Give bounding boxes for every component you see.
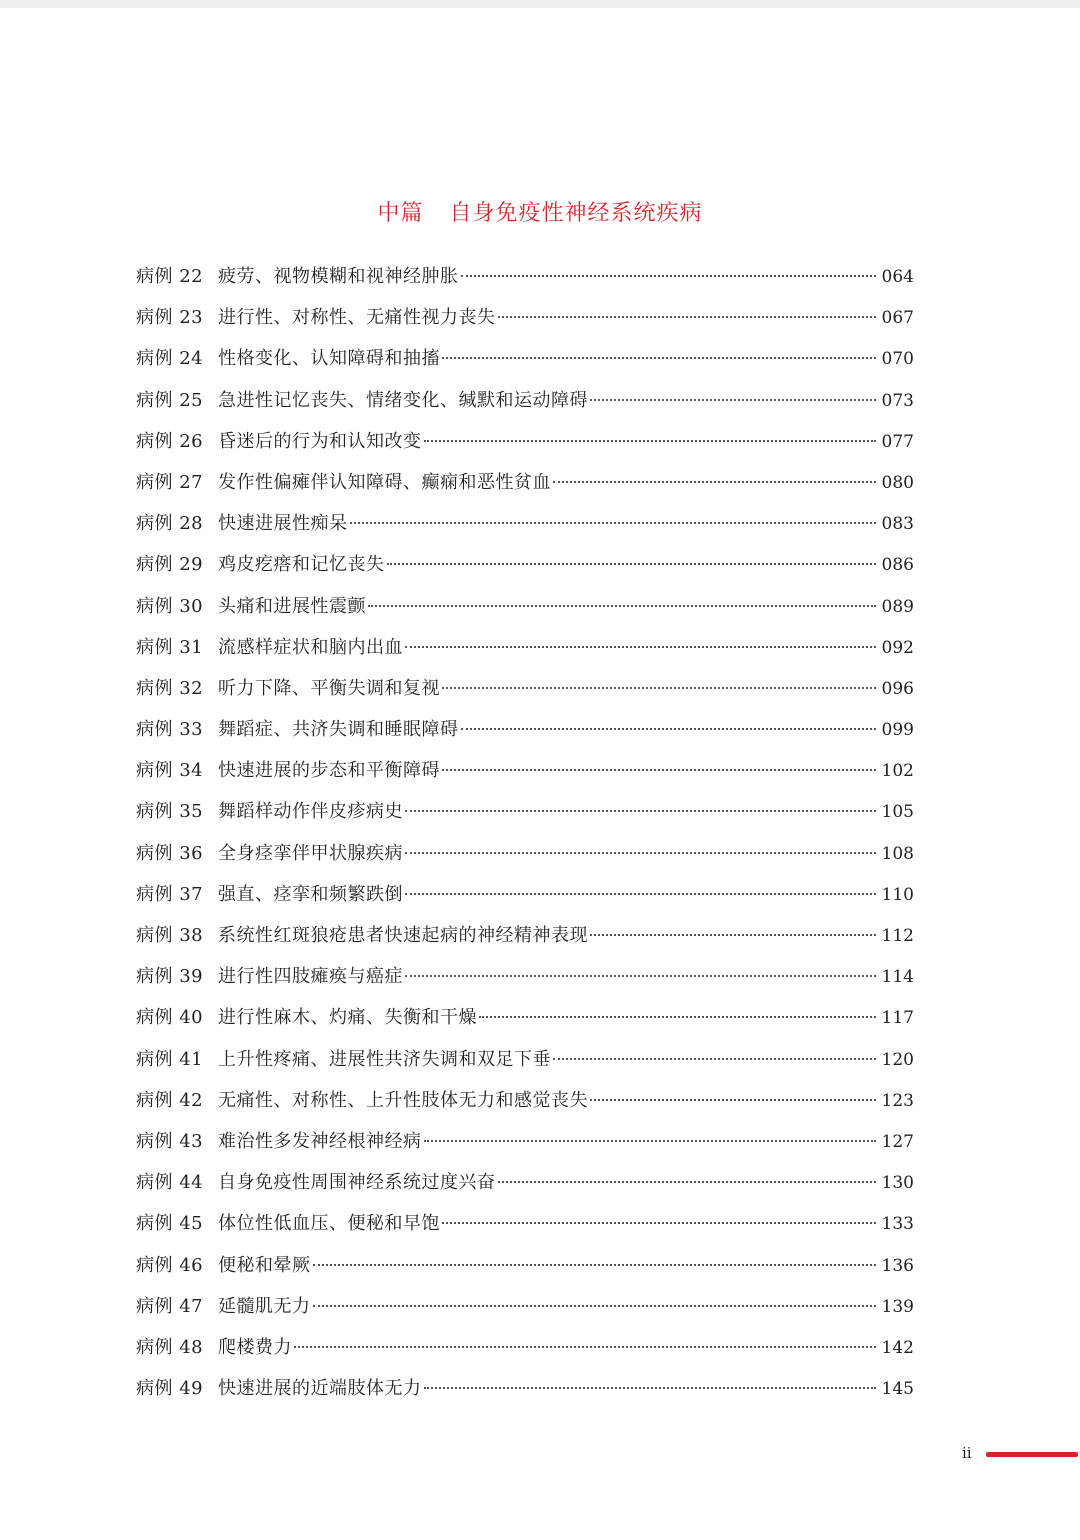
section-title: 自身免疫性神经系统疾病 [449,201,703,226]
toc-case-label: 病例 30 [136,595,204,617]
toc-entry[interactable] [136,1209,914,1250]
toc-page-number: 083 [881,514,914,535]
toc-case-label: 病例 34 [136,760,204,782]
toc-dot-leader [461,275,876,277]
toc-dot-leader [461,728,876,730]
table-of-contents [136,262,914,1415]
toc-case-label: 病例 47 [136,1295,204,1317]
toc-dot-leader [294,1346,876,1348]
toc-entry[interactable] [136,1333,914,1374]
toc-entry[interactable] [136,633,914,674]
toc-entry[interactable] [136,1168,914,1209]
toc-case-title: 快速进展的近端肢体无力 [218,1378,422,1400]
toc-dot-leader [368,605,876,607]
toc-case-label: 病例 37 [136,883,204,905]
toc-entry[interactable] [136,715,914,756]
toc-dot-leader [387,563,876,565]
toc-case-title: 听力下降、平衡失调和复视 [218,677,440,699]
toc-page-number: 064 [881,267,914,287]
toc-dot-leader [590,934,876,936]
toc-entry[interactable] [136,386,914,427]
toc-entry[interactable] [136,1251,914,1292]
toc-page-number: 086 [881,555,914,576]
toc-case-title: 体位性低血压、便秘和早饱 [218,1213,440,1235]
toc-page-number: 092 [881,637,914,658]
toc-case-label: 病例 41 [136,1048,204,1070]
toc-page-number: 123 [881,1090,914,1111]
toc-page-number: 108 [881,843,914,864]
toc-entry[interactable] [136,797,914,838]
toc-case-title: 流感样症状和脑内出血 [218,636,403,658]
toc-dot-leader [313,1264,876,1266]
toc-entry[interactable] [136,1045,914,1086]
toc-dot-leader [553,1058,876,1060]
toc-entry[interactable] [136,756,914,797]
toc-dot-leader [442,1222,876,1224]
toc-dot-leader [479,1016,876,1018]
toc-page-number: 102 [881,761,914,782]
toc-dot-leader [498,1181,876,1183]
toc-dot-leader [313,1305,876,1307]
toc-case-label: 病例 27 [136,471,204,493]
toc-case-label: 病例 29 [136,554,204,576]
top-strip [0,0,1080,8]
toc-page-number: 136 [881,1255,914,1276]
toc-dot-leader [424,1140,876,1142]
toc-case-label: 病例 48 [136,1336,204,1358]
toc-case-title: 疲劳、视物模糊和视神经肿胀 [218,266,459,287]
toc-entry[interactable] [136,592,914,633]
toc-case-title: 舞蹈症、共济失调和睡眠障碍 [218,719,459,741]
toc-case-label: 病例 25 [136,389,204,411]
toc-case-title: 快速进展性痴呆 [218,513,348,535]
toc-page-number: 120 [881,1049,914,1070]
toc-case-title: 进行性麻木、灼痛、失衡和干燥 [218,1007,477,1029]
toc-entry[interactable] [136,509,914,550]
toc-page-number: 114 [881,967,914,988]
toc-dot-leader [442,357,876,359]
toc-page-number: 145 [881,1379,914,1400]
toc-case-title: 进行性四肢瘫痪与癌症 [218,966,403,988]
toc-page-number: 139 [881,1296,914,1317]
toc-entry[interactable] [136,262,914,303]
toc-case-title: 进行性、对称性、无痛性视力丧失 [218,307,496,329]
section-part-label: 中篇 [377,201,424,226]
toc-entry[interactable] [136,880,914,921]
toc-case-title: 全身痉挛伴甲状腺疾病 [218,842,403,864]
toc-case-title: 系统性红斑狼疮患者快速起病的神经精神表现 [218,925,588,946]
toc-case-title: 头痛和进展性震颤 [218,595,366,617]
toc-case-label: 病例 42 [136,1089,204,1111]
toc-page-number: 110 [881,884,914,905]
toc-case-label: 病例 28 [136,513,204,535]
toc-case-label: 病例 45 [136,1213,204,1235]
toc-case-label: 病例 26 [136,430,204,452]
toc-case-label: 病例 38 [136,925,204,946]
toc-case-title: 鸡皮疙瘩和记忆丧失 [218,554,385,576]
toc-page-number: 127 [881,1131,914,1152]
footer-accent-bar [986,1452,1078,1457]
toc-entry[interactable] [136,962,914,1003]
section-heading [0,196,1080,227]
toc-entry[interactable] [136,839,914,880]
toc-case-label: 病例 43 [136,1130,204,1152]
toc-case-label: 病例 39 [136,966,204,988]
toc-case-title: 便秘和晕厥 [218,1254,311,1276]
toc-page-number: 105 [881,802,914,823]
toc-case-title: 延髓肌无力 [218,1295,311,1317]
toc-case-title: 急进性记忆丧失、情绪变化、缄默和运动障碍 [218,389,588,411]
toc-entry[interactable] [136,921,914,962]
toc-entry[interactable] [136,1003,914,1044]
toc-dot-leader [553,481,876,483]
toc-entry[interactable] [136,1292,914,1333]
toc-entry[interactable] [136,1127,914,1168]
toc-page-number: 142 [881,1337,914,1358]
toc-dot-leader [405,646,876,648]
toc-entry[interactable] [136,468,914,509]
toc-dot-leader [350,522,876,524]
toc-case-label: 病例 49 [136,1378,204,1400]
page-number: ii [962,1444,972,1462]
toc-case-title: 自身免疫性周围神经系统过度兴奋 [218,1172,496,1194]
toc-page-number: 130 [881,1173,914,1194]
toc-dot-leader [498,316,876,318]
toc-case-title: 无痛性、对称性、上升性肢体无力和感觉丧失 [218,1089,588,1111]
toc-page-number: 070 [881,349,914,370]
toc-entry[interactable] [136,1086,914,1127]
toc-dot-leader [442,769,876,771]
toc-case-title: 难治性多发神经根神经病 [218,1130,422,1152]
toc-dot-leader [405,810,876,812]
toc-entry[interactable] [136,550,914,591]
toc-case-title: 上升性疼痛、进展性共济失调和双足下垂 [218,1048,551,1070]
toc-page-number: 077 [881,431,914,452]
toc-case-label: 病例 46 [136,1254,204,1276]
toc-dot-leader [405,975,876,977]
toc-page-number: 099 [881,720,914,741]
toc-case-label: 病例 40 [136,1007,204,1029]
toc-page-number: 080 [881,472,914,493]
toc-dot-leader [424,440,876,442]
toc-page-number: 133 [881,1214,914,1235]
toc-case-label: 病例 33 [136,719,204,741]
toc-entry[interactable] [136,344,914,385]
toc-case-label: 病例 32 [136,677,204,699]
toc-case-label: 病例 44 [136,1172,204,1194]
toc-dot-leader [442,687,876,689]
toc-case-label: 病例 24 [136,348,204,370]
toc-case-label: 病例 31 [136,636,204,658]
toc-page-number: 112 [881,926,914,946]
toc-dot-leader [590,399,876,401]
toc-case-title: 昏迷后的行为和认知改变 [218,430,422,452]
toc-page-number: 073 [881,390,914,411]
toc-case-title: 舞蹈样动作伴皮疹病史 [218,801,403,823]
toc-dot-leader [424,1387,876,1389]
toc-case-title: 强直、痉挛和频繁跌倒 [218,883,403,905]
toc-entry[interactable] [136,303,914,344]
toc-entry[interactable] [136,427,914,468]
toc-dot-leader [590,1099,876,1101]
toc-entry[interactable] [136,1374,914,1415]
toc-case-title: 爬楼费力 [218,1336,292,1358]
toc-case-label: 病例 36 [136,842,204,864]
toc-case-label: 病例 22 [136,266,204,287]
toc-case-label: 病例 23 [136,307,204,329]
toc-dot-leader [405,852,876,854]
toc-page-number: 067 [881,308,914,329]
toc-dot-leader [405,893,876,895]
toc-case-label: 病例 35 [136,801,204,823]
toc-page-number: 117 [881,1008,914,1029]
toc-page-number: 096 [881,678,914,699]
toc-case-title: 发作性偏瘫伴认知障碍、癫痫和恶性贫血 [218,471,551,493]
toc-page-number: 089 [881,596,914,617]
toc-case-title: 性格变化、认知障碍和抽搐 [218,348,440,370]
toc-case-title: 快速进展的步态和平衡障碍 [218,760,440,782]
toc-entry[interactable] [136,674,914,715]
